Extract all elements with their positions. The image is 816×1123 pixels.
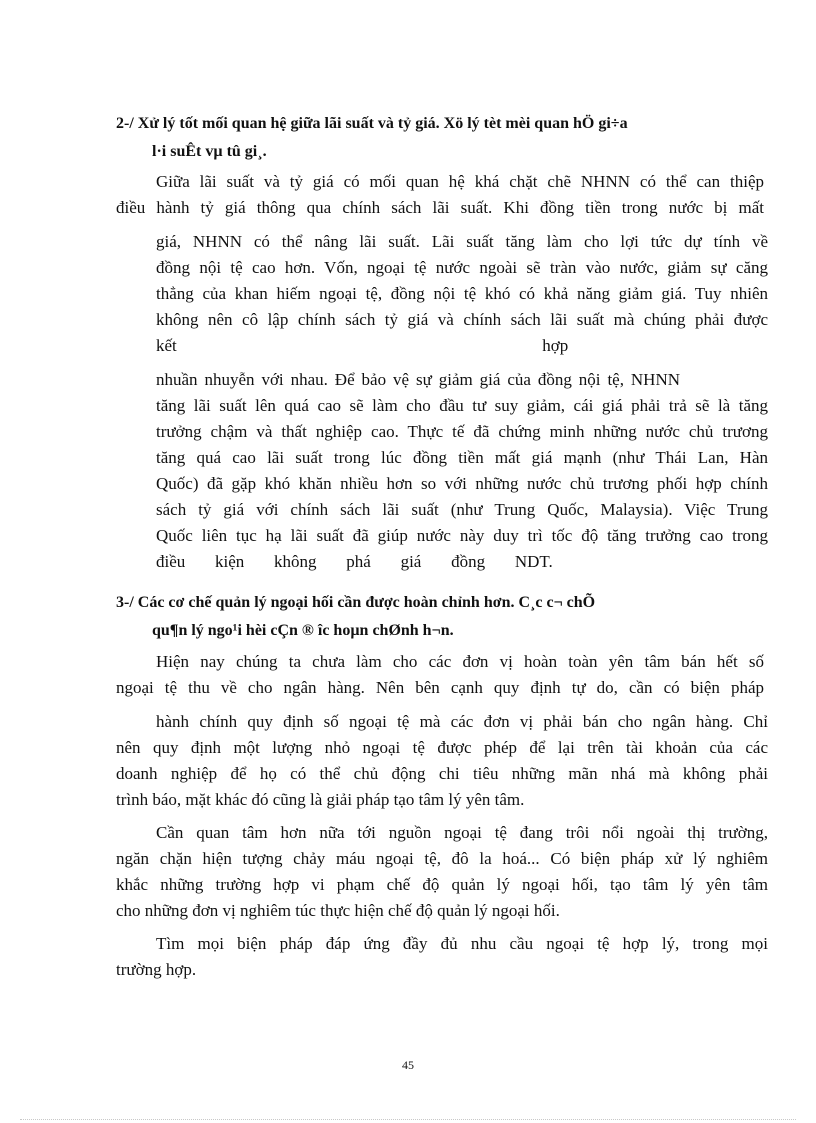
paragraph-line: cho những đơn vị nghiêm túc thực hiện chế độ quản lý ngoại hối. [116,901,560,920]
paragraph-line: Cần quan tâm hơn nữa tới nguồn ngoại tệ đang trôi nổi ngoài thị trường, [156,823,768,842]
section-2-heading-line-2: l·i suÊt vµ tû gi¸. [152,143,267,160]
paragraph-line: đồng nội tệ cao hơn. Vốn, ngoại tệ nước ngoài sẽ tràn vào nước, giảm sự căng [156,258,768,277]
paragraph-line: nên quy định một lượng nhỏ ngoại tệ được phép để lại trên tài khoản của các [116,738,768,757]
paragraph-line: doanh nghiệp để họ có thể chủ động chi tiêu những mãn nhá mà không phải [116,764,768,783]
paragraph-line: ngăn chặn hiện tượng chảy máu ngoại tệ, đô la hoá... Có biện pháp xử lý nghiêm [116,849,768,868]
paragraph-line: hành chính quy định số ngoại tệ mà các đơn vị phải bán cho ngân hàng. Chỉ [156,712,768,731]
paragraph-line: Giữa lãi suất và tỷ giá có mối quan hệ khá chặt chẽ NHNN có thể can thiệp [156,172,764,191]
paragraph-line: Hiện nay chúng ta chưa làm cho các đơn vị hoàn toàn yên tâm bán hết số [156,652,764,671]
paragraph-line: thẳng của khan hiếm ngoại tệ, đồng nội tệ khó có khả năng giảm giá. Tuy nhiên [156,284,768,303]
paragraph-line: tăng lãi suất lên quá cao sẽ làm cho đầu tư suy giảm, cái giá phải trả sẽ là tăng [156,396,768,415]
paragraph-line: điều kiện không phá giá đồng NDT. [156,552,553,571]
paragraph-line: nhuần nhuyễn với nhau. Để bảo vệ sự giảm giá của đồng nội tệ, NHNN [156,370,680,389]
paragraph-line: điều hành tỷ giá thông qua chính sách lãi suất. Khi đồng tiền trong nước bị mất [116,198,764,217]
paragraph-line: sách tỷ giá với chính sách lãi suất (như Trung Quốc, Malaysia). Việc Trung [156,500,768,519]
paragraph-line: ngoại tệ thu về cho ngân hàng. Nên bên cạnh quy định tự do, cần có biện pháp [116,678,764,697]
page-number: 45 [402,1058,414,1072]
paragraph-line: trình báo, mặt khác đó cũng là giải pháp tạo tâm lý yên tâm. [116,790,525,809]
paragraph-line: không nên cô lập chính sách tỷ giá và chính sách lãi suất mà chúng phải được [156,310,768,329]
paragraph-line: khắc những trường hợp vi phạm chế độ quản lý ngoại hối, tạo tâm lý yên tâm [116,875,768,894]
paragraph-line: trưởng chậm và thất nghiệp cao. Thực tế đã chứng minh những nước chủ trương [156,422,768,441]
paragraph-line: Tìm mọi biện pháp đáp ứng đầy đủ nhu cầu ngoại tệ hợp lý, trong mọi [156,934,768,953]
section-3-heading-line-1: 3-/ Các cơ chế quản lý ngoại hối cần được hoàn chỉnh hơn. C¸c c¬ chÕ [116,594,596,611]
paragraph-line: trường hợp. [116,960,197,979]
paragraph-line: giá, NHNN có thể nâng lãi suất. Lãi suất tăng làm cho lợi tức dự tính về [156,232,768,251]
paragraph-line: kết hợp [156,336,569,355]
paragraph-line: tăng quá cao lãi suất trong lúc đồng tiền mất giá mạnh (như Thái Lan, Hàn [156,448,768,467]
paragraph-line: Quốc liên tục hạ lãi suất đã giúp nước này duy trì tốc độ tăng trưởng cao trong [156,526,768,545]
paragraph-line: Quốc) đã gặp khó khăn nhiều hơn so với những nước chủ trương phối hợp chính [156,474,768,493]
section-2-heading-line-1: 2-/ Xử lý tốt mối quan hệ giữa lãi suất và tỷ giá. Xö lý tèt mèi quan hÖ gi÷a [116,115,628,132]
section-3-heading [116,589,756,645]
section-2-heading [116,110,756,166]
footer-divider [20,1119,796,1120]
section-3-heading-line-2: qu¶n lý ngo¹i hèi cÇn ® îc hoµn chØnh h¬n. [152,622,454,639]
